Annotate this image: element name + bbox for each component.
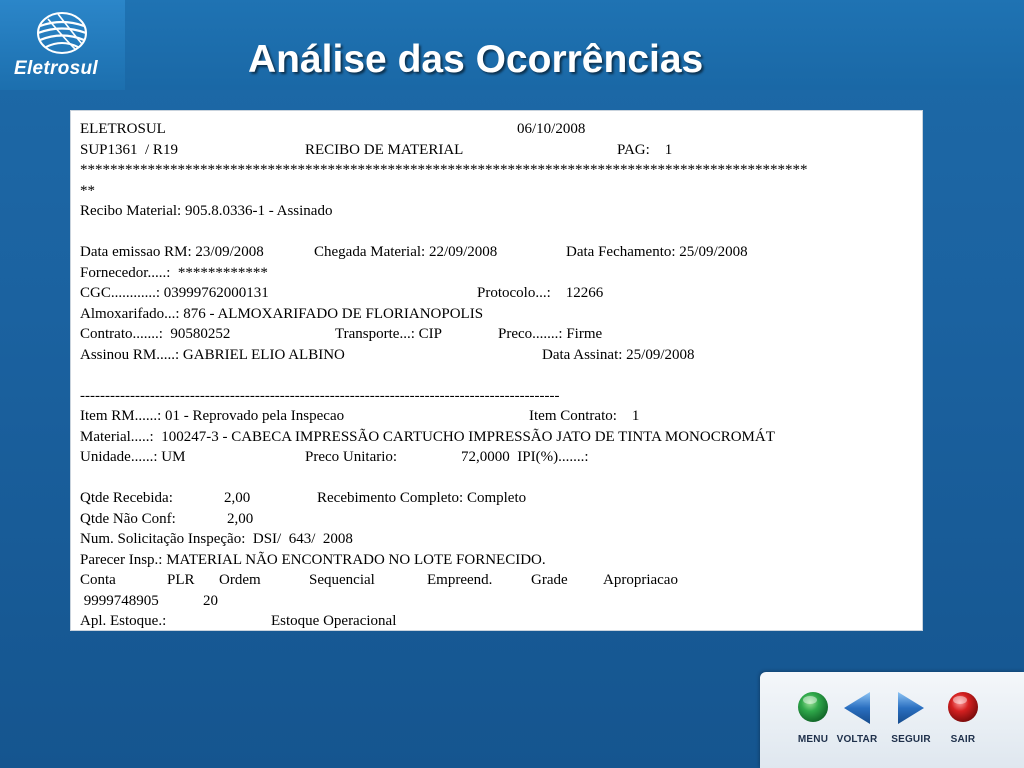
qtde-nao-conf-value: 2,00 bbox=[227, 510, 254, 527]
chegada-material: Chegada Material: 22/09/2008 bbox=[314, 244, 498, 260]
menu-label: MENU bbox=[797, 734, 829, 745]
conta-header: Conta bbox=[80, 572, 116, 588]
recebimento-completo: Recebimento Completo: Completo bbox=[317, 490, 527, 506]
preco: Preco.......: Firme bbox=[498, 326, 603, 342]
ordem-header: Ordem bbox=[219, 572, 261, 588]
num-solicitacao: Num. Solicitação Inspeção: DSI/ 643/ 2008 bbox=[80, 531, 353, 547]
empreend-header: Empreend. bbox=[427, 572, 493, 588]
assinou-rm: Assinou RM.....: GABRIEL ELIO ALBINO bbox=[80, 346, 345, 363]
apropriacao-header: Apropriacao bbox=[603, 572, 678, 588]
qtde-nao-conf-line bbox=[80, 509, 912, 530]
cgc-line bbox=[80, 283, 912, 304]
sequencial-header: Sequencial bbox=[309, 572, 375, 588]
globe-logo-icon bbox=[32, 10, 92, 56]
voltar-button[interactable] bbox=[832, 690, 882, 750]
item-line bbox=[80, 406, 912, 427]
eletrosul-logo bbox=[0, 0, 125, 90]
protocolo: Protocolo...: 12266 bbox=[477, 285, 604, 301]
red-circle-icon bbox=[946, 690, 980, 724]
voltar-label: VOLTAR bbox=[836, 734, 878, 745]
sair-button[interactable] bbox=[938, 690, 988, 750]
qtde-recebida-value: 2,00 bbox=[224, 490, 251, 506]
plr-value: 20 bbox=[203, 592, 218, 609]
page-title: Análise das Ocorrências bbox=[248, 38, 704, 81]
report-doc-title: RECIBO DE MATERIAL bbox=[305, 141, 464, 158]
conta-value: 9999748905 bbox=[80, 592, 159, 609]
arrow-left-icon bbox=[840, 690, 874, 726]
star-separator bbox=[80, 160, 912, 181]
report-code: SUP1361 / R19 bbox=[80, 141, 178, 158]
blank-line bbox=[80, 468, 912, 489]
qtde-recebida-label: Qtde Recebida: bbox=[80, 490, 173, 506]
report-page: PAG: 1 bbox=[617, 141, 673, 158]
contrato: Contrato.......: 90580252 bbox=[80, 326, 231, 342]
assinou-line bbox=[80, 345, 912, 366]
apl-estoque-value: Estoque Operacional bbox=[271, 613, 397, 629]
company-name: ELETROSUL bbox=[80, 121, 166, 137]
data-assinat: Data Assinat: 25/09/2008 bbox=[542, 346, 695, 363]
material: Material.....: 100247-3 - CABECA IMPRESSÃO CARTUCHO IMPRESSÃO JATO DE TINTA MONOCROMÁT bbox=[80, 428, 775, 445]
seguir-label: SEGUIR bbox=[891, 734, 931, 745]
seguir-button[interactable] bbox=[886, 690, 936, 750]
report-document bbox=[70, 110, 923, 631]
fornecedor: Fornecedor.....: ************ bbox=[80, 264, 268, 281]
parecer-insp: Parecer Insp.: MATERIAL NÃO ENCONTRADO NO LOTE FORNECIDO. bbox=[80, 551, 546, 568]
data-emissao: Data emissao RM: 23/09/2008 bbox=[80, 244, 264, 260]
data-fechamento: Data Fechamento: 25/09/2008 bbox=[566, 244, 748, 260]
arrow-right-icon bbox=[894, 690, 928, 726]
num-solic-line bbox=[80, 529, 912, 550]
dash-separator-text: ------------------------------------------------------------------------------------------------ bbox=[80, 387, 560, 404]
blank-line bbox=[80, 365, 912, 386]
logo-text: Eletrosul bbox=[14, 58, 98, 79]
qtde-nao-conf-label: Qtde Não Conf: bbox=[80, 510, 176, 527]
star-separator-wrap-text: ** bbox=[80, 182, 95, 199]
material-line bbox=[80, 427, 912, 448]
report-line-2 bbox=[80, 140, 912, 161]
parecer-line bbox=[80, 550, 912, 571]
almoxarifado: Almoxarifado...: 876 - ALMOXARIFADO DE FLORIANOPOLIS bbox=[80, 305, 484, 322]
dates-line bbox=[80, 242, 912, 263]
conta-value-line bbox=[80, 591, 912, 612]
qtde-recebida-line bbox=[80, 488, 912, 509]
navigation-panel bbox=[760, 672, 1024, 768]
transporte: Transporte...: CIP bbox=[335, 326, 442, 342]
blank-line bbox=[80, 222, 912, 243]
report-line-1 bbox=[80, 119, 912, 140]
cgc: CGC............: 03999762000131 bbox=[80, 285, 269, 301]
star-separator-wrap bbox=[80, 181, 912, 202]
sair-label: SAIR bbox=[950, 734, 976, 745]
unidade-line bbox=[80, 447, 912, 468]
preco-unitario-value: 72,0000 IPI(%).......: bbox=[461, 449, 589, 465]
conta-header-line bbox=[80, 570, 912, 591]
apl-line bbox=[80, 611, 912, 631]
almox-line bbox=[80, 304, 912, 325]
item-contrato: Item Contrato: 1 bbox=[529, 408, 640, 424]
apl-estoque-label: Apl. Estoque.: bbox=[80, 613, 167, 629]
grade-header: Grade bbox=[531, 572, 568, 588]
dash-separator bbox=[80, 386, 912, 407]
recibo-material: Recibo Material: 905.8.0336-1 - Assinado bbox=[80, 203, 333, 219]
fornecedor-line bbox=[80, 263, 912, 284]
star-separator-text: ************************************************************************************************* bbox=[80, 162, 808, 178]
green-circle-icon bbox=[796, 690, 830, 724]
report-date: 06/10/2008 bbox=[517, 121, 586, 137]
item-rm: Item RM......: 01 - Reprovado pela Inspecao bbox=[80, 408, 345, 424]
plr-header: PLR bbox=[167, 572, 195, 588]
preco-unitario-label: Preco Unitario: bbox=[305, 449, 398, 465]
contrato-line bbox=[80, 324, 912, 345]
unidade: Unidade......: UM bbox=[80, 449, 186, 465]
recibo-line bbox=[80, 201, 912, 222]
